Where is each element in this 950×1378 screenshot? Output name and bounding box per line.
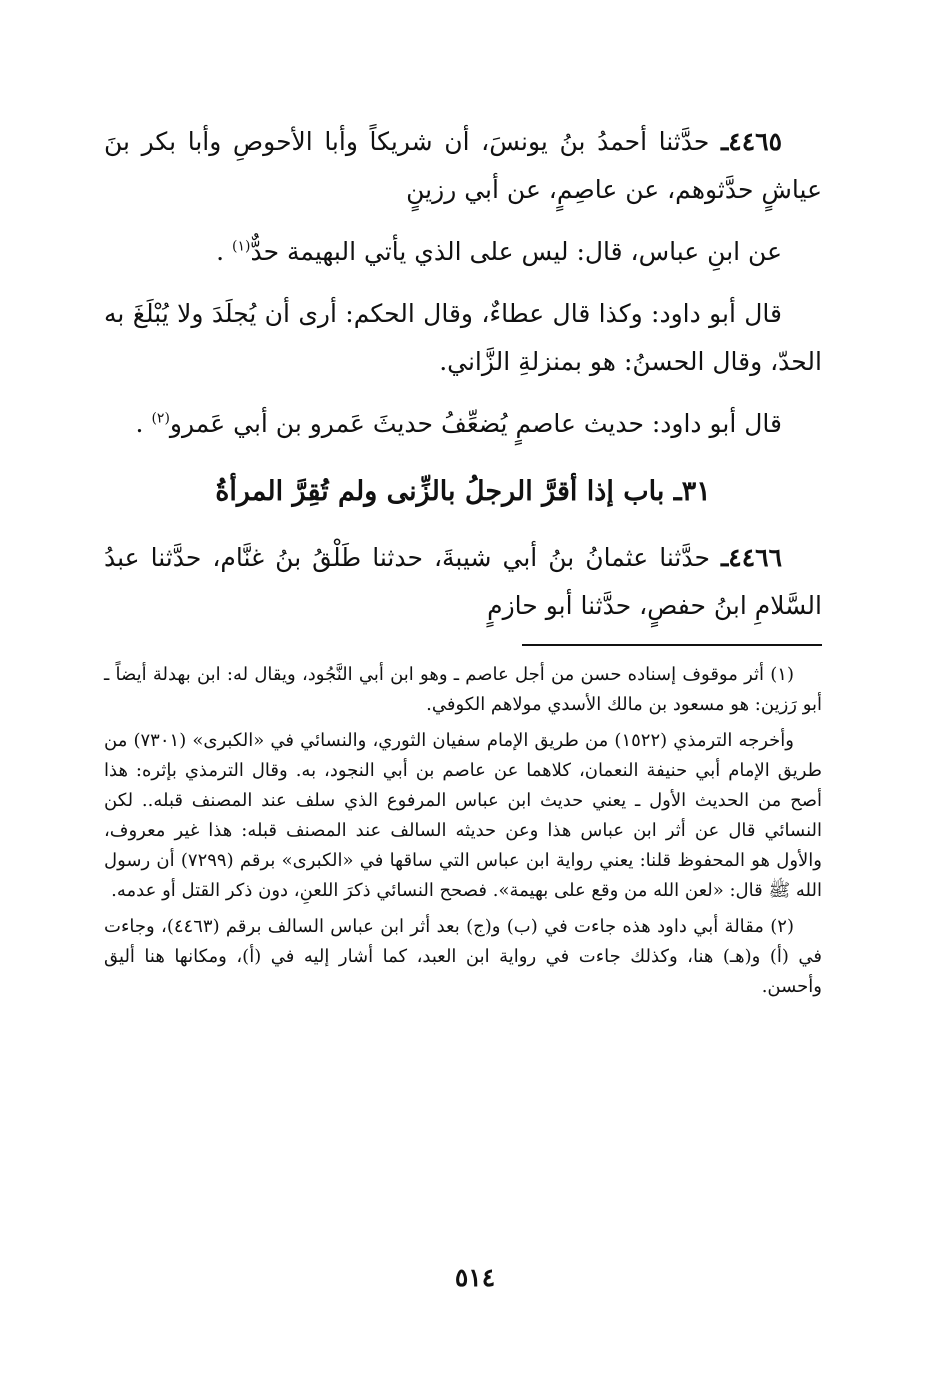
hadith-4466 — [104, 534, 822, 630]
footnote-ref-2: (٢) — [151, 410, 170, 427]
hadith-isnad: حدَّثنا أحمدُ بنُ يونسَ، أن شريكاً وأبا الأحوصِ وأبا بكر بنَ عياشٍ حدَّثوهم، عن عاصِمٍ، عن أبي رزينٍ — [104, 127, 822, 204]
matn-end: . — [216, 237, 225, 266]
abu-dawud-comment-2 — [104, 400, 822, 448]
comment-2-end: . — [135, 409, 144, 438]
hadith-number: ٤٤٦٥ـ — [720, 127, 782, 156]
matn-text: عن ابنِ عباس، قال: ليس على الذي يأتي البهيمة حدٌّ — [250, 237, 782, 266]
hadith-matn — [104, 228, 822, 276]
hadith-isnad: حدَّثنا عثمانُ بنُ أبي شيبةَ، حدثنا طَلْقُ بنُ غنَّام، حدَّثنا عبدُ السَّلامِ ابنُ حفصٍ، حدَّثنا أبو حازمٍ — [104, 543, 822, 620]
footnote-1-continued: وأخرجه الترمذي (١٥٢٢) من طريق الإمام سفيان الثوري، والنسائي في «الكبرى» (٧٣٠١) من طريق الإمام أبي حنيفة النعمان، كلاهما عن عاصم بن أبي النجود، به. وقال الترمذي بإثره: هذا أصح من الحديث الأول ـ يعني حديث ابن عباس المرفوع الذي سلف عند المصنف قبله.. لكن النسائي قال عن أثر ابن عباس هذا وعن حديثه السالف عند المصنف قبله: هذا غير معروف، والأول هو المحفوظ قلنا: يعني رواية ابن عباس التي ساقها في «الكبرى» برقم (٧٢٩٩) أن رسول الله ﷺ قال: «لعن الله من وقع على بهيمة». فصحح النسائي ذكرَ اللعنِ، دون ذكر القتل أو عدمه. — [104, 730, 823, 901]
footnote-1: (١) أثر موقوف إسناده حسن من أجل عاصم ـ وهو ابن أبي النَّجُود، ويقال له: ابن بهدلة أيضاً ـ أبو رَزين: هو مسعود بن مالك الأسدي مولاهم الكوفي. — [104, 664, 822, 715]
footnote-divider — [522, 644, 822, 646]
page-body — [104, 118, 822, 1002]
hadith-number: ٤٤٦٦ـ — [720, 543, 783, 572]
page-number: ٥١٤ — [454, 1263, 496, 1292]
footnote-2: (٢) مقالة أبي داود هذه جاءت في (ب) و(ج) بعد أثر ابن عباس السالف برقم (٤٤٦٣)، وجاءت في (أ) و(هـ) هنا، وكذلك جاءت في رواية ابن العبد، كما أشار إليه في (أ)، ومكانها هنا أليق وأحسن. — [104, 916, 822, 997]
comment-2-text: قال أبو داود: حديث عاصمٍ يُضعِّفُ حديثَ عَمرو بن أبي عَمرو — [169, 409, 782, 438]
hadith-4465 — [104, 118, 822, 214]
chapter-heading: ٣١ـ باب إذا أقرَّ الرجلُ بالزِّنى ولم تُقِرَّ المرأةُ — [215, 476, 711, 507]
footnote-ref-1: (١) — [232, 238, 251, 255]
abu-dawud-comment-1: قال أبو داود: وكذا قال عطاءٌ، وقال الحكم: أرى أن يُجلَدَ ولا يُبْلَغَ به الحدّ، وقال الحسنُ: هو بمنزلةِ الزَّاني. — [104, 299, 822, 376]
